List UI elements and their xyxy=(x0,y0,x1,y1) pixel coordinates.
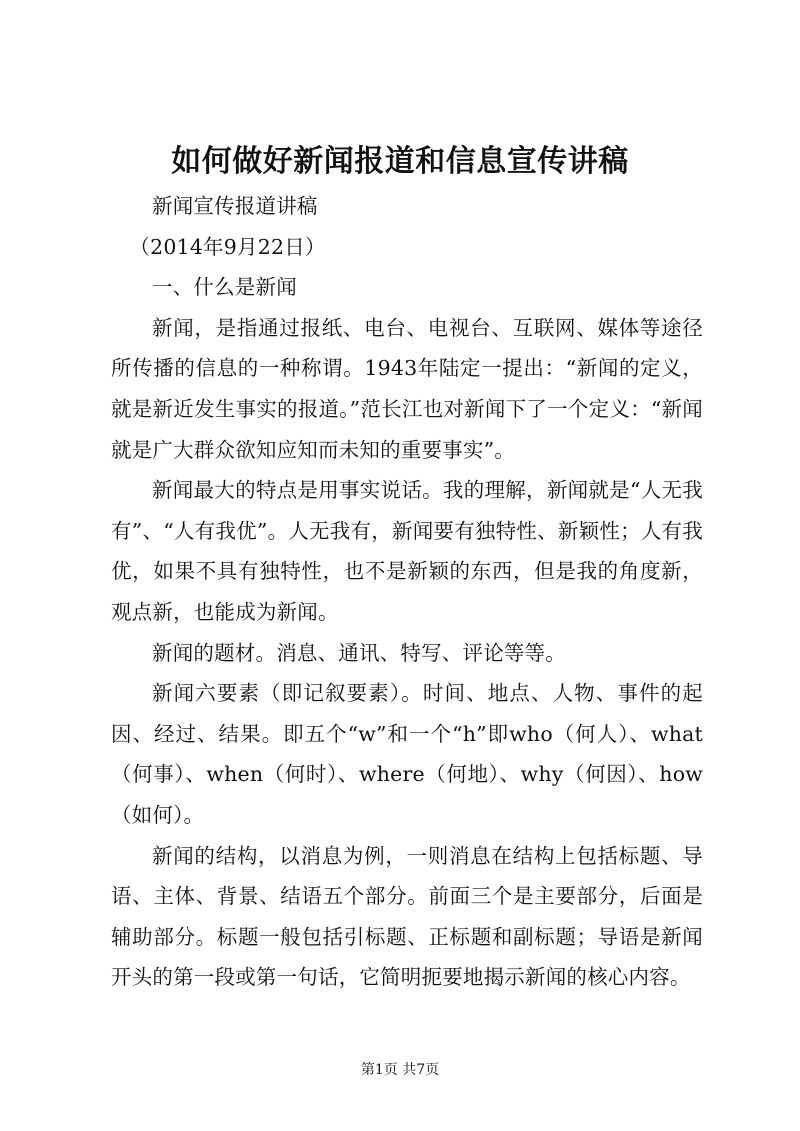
document-title: 如何做好新闻报道和信息宣传讲稿 xyxy=(171,144,629,179)
body-paragraph: 新闻最大的特点是用事实说话。我的理解，新闻就是“人无我有”、“人有我优”。人无我有，新闻要有独特性、新颖性；人有我优，如果不具有独特性，也不是新颖的东西，但是我的角度新，观点新，也能成为新闻。 xyxy=(111,478,703,624)
subtitle-paragraph: 新闻宣传报道讲稿 xyxy=(152,194,318,218)
body-paragraph: 新闻的结构，以消息为例，一则消息在结构上包括标题、导语、主体、背景、结语五个部分。前面三个是主要部分，后面是辅助部分。标题一般包括引标题、正标题和副标题；导语是新闻开头的第一段或第一句话，它简明扼要地揭示新闻的核心内容。 xyxy=(111,843,703,990)
section-heading: 一、什么是新闻 xyxy=(152,275,297,300)
page-footer: 第1页 共7页 xyxy=(360,1062,440,1078)
body-paragraph: 新闻的题材。消息、通讯、特写、评论等等。 xyxy=(152,640,566,665)
date-paragraph: （2014年9月22日） xyxy=(129,234,326,259)
document-body xyxy=(111,186,703,998)
body-paragraph: 新闻六要素（即记叙要素）。时间、地点、人物、事件的起因、经过、结果。即五个“w”和一个“h”即who（何人）、what（何事）、when（何时）、where（何地）、why（何因）、how（如何）。 xyxy=(111,681,703,827)
body-paragraph: 新闻，是指通过报纸、电台、电视台、互联网、媒体等途径所传播的信息的一种称谓。1943年陆定一提出：“新闻的定义，就是新近发生事实的报道。”范长江也对新闻下了一个定义：“新闻就是广大群众欲知应知而未知的重要事实”。 xyxy=(111,315,703,462)
